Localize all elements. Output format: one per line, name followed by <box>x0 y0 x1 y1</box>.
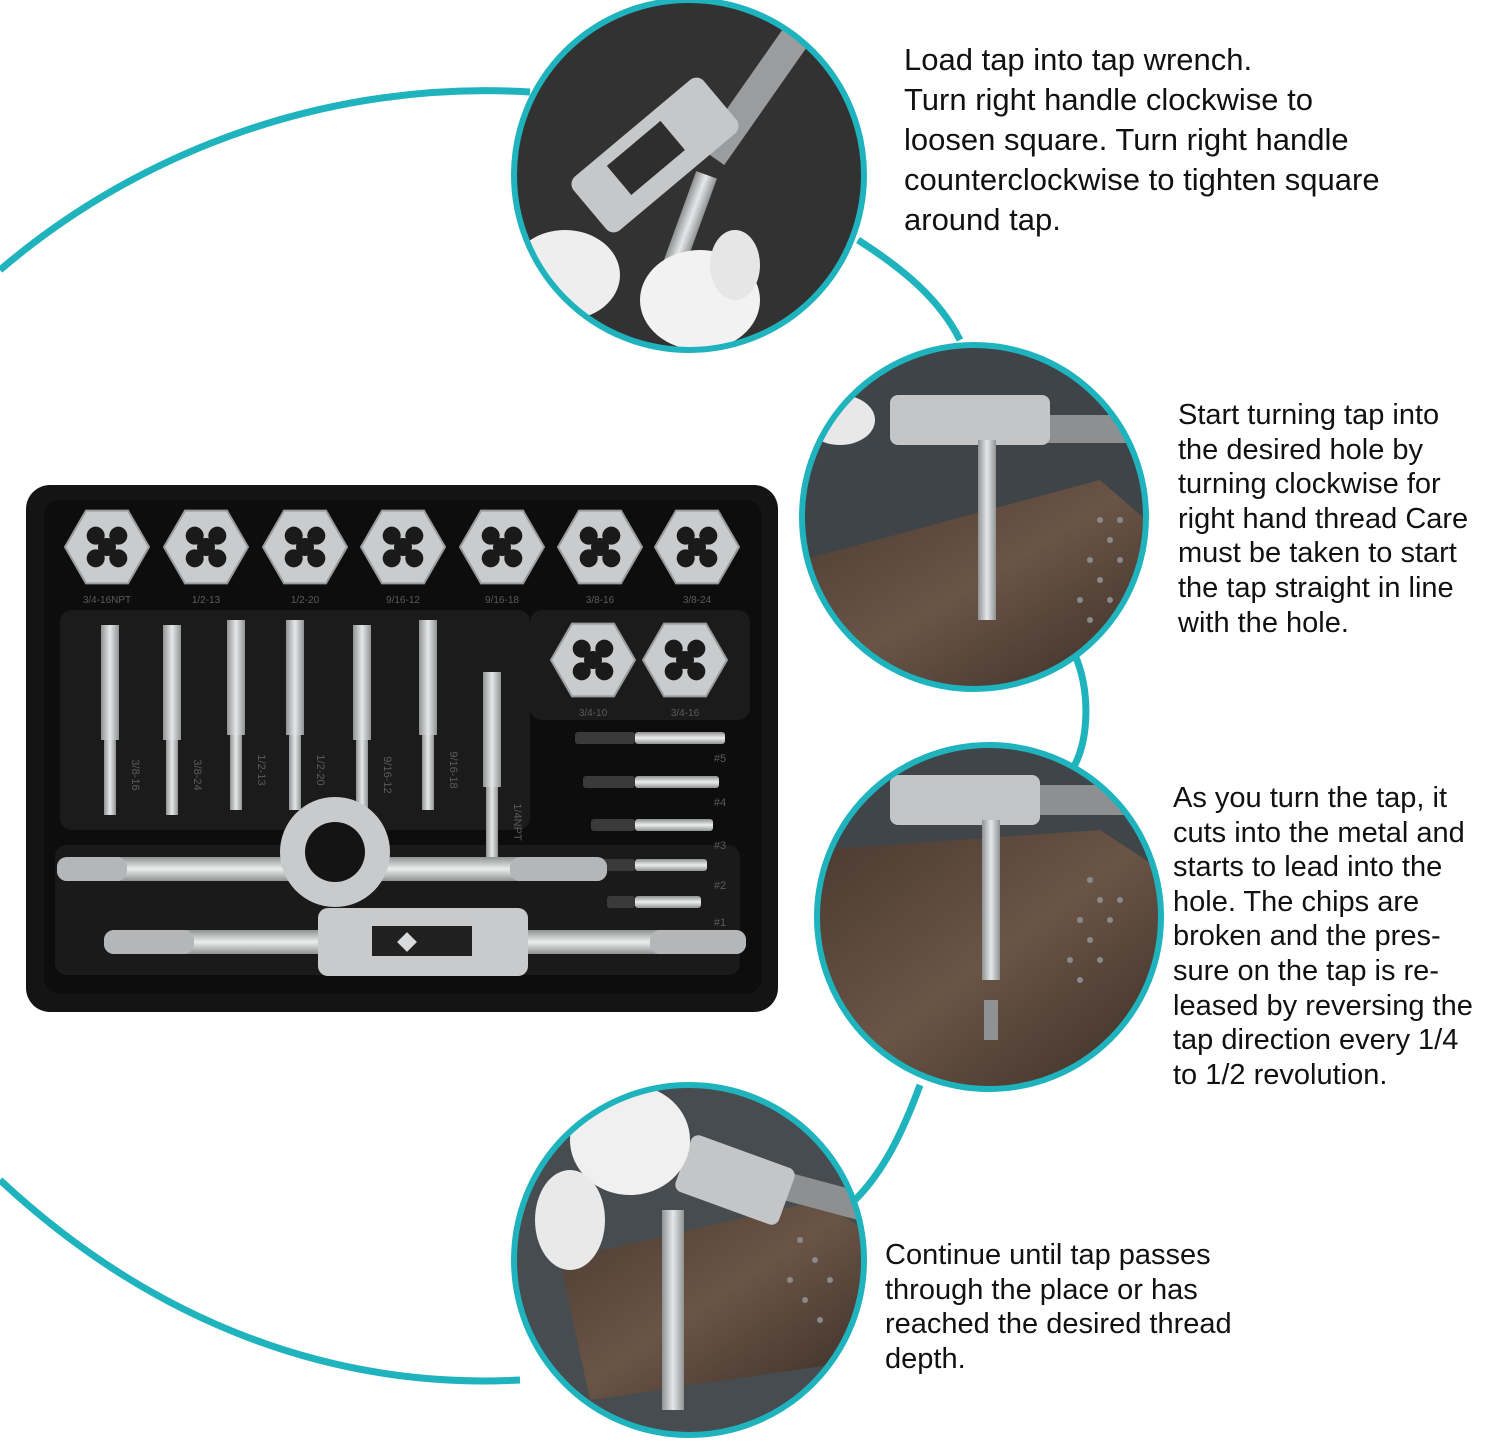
tap-die-kit <box>26 485 778 1012</box>
die-label: 9/16-18 <box>485 595 519 606</box>
arc-left-bottom <box>0 1180 520 1381</box>
extractor-label: #1 <box>713 917 727 929</box>
tap-label: 1/2-20 <box>314 754 326 786</box>
arc-right-2 <box>1072 655 1086 770</box>
die-label: 9/16-12 <box>386 595 420 606</box>
step-1-text: Load tap into tap wrench. Turn right handle clockwise to loosen square. Turn right handle counterclockwise to tighten square around tap. <box>904 42 1380 237</box>
step-3-text: As you turn the tap, it cuts into the metal and starts to lead into the hole. The chips are broken and the pres- sure on the tap is re- leased by reversing the tap direction every 1/4 to 1/2 revolution. <box>1173 782 1473 1091</box>
step-1-photo <box>510 0 864 350</box>
die-label: 3/4-16NPT <box>82 595 132 606</box>
die-label: 3/4-16 <box>670 708 700 719</box>
die-label: 3/8-24 <box>682 595 712 606</box>
step-4-text: Continue until tap passes through the place or has reached the desired thread depth. <box>885 1239 1232 1375</box>
step-3-photo <box>817 745 1161 1089</box>
tap-label: 9/16-12 <box>381 756 393 794</box>
arc-right-3 <box>855 1085 920 1200</box>
die-label: 1/2-20 <box>290 595 320 606</box>
tap-label: 1/4NPT <box>511 803 523 841</box>
extractor-label: #5 <box>713 753 727 765</box>
tap-label: 3/8-24 <box>191 759 203 791</box>
die-label: 3/8-16 <box>585 595 615 606</box>
die-label: 1/2-13 <box>191 595 221 606</box>
extractor-label: #4 <box>713 797 727 809</box>
arc-right-1 <box>858 240 960 340</box>
step-4-photo <box>514 1085 872 1435</box>
arc-left-top <box>0 91 530 270</box>
step-2-photo <box>802 345 1150 689</box>
step-2-text: Start turning tap into the desired hole by turning clockwise for right hand thread Care must be taken to start the tap straight in line with the hole. <box>1178 399 1469 639</box>
die-label: 3/4-10 <box>578 708 608 719</box>
tap-label: 3/8-16 <box>129 759 141 791</box>
extractor-label: #2 <box>713 880 727 892</box>
tap-label: 9/16-18 <box>447 751 459 789</box>
extractor-label: #3 <box>713 840 727 852</box>
tap-label: 1/2-13 <box>255 754 267 786</box>
